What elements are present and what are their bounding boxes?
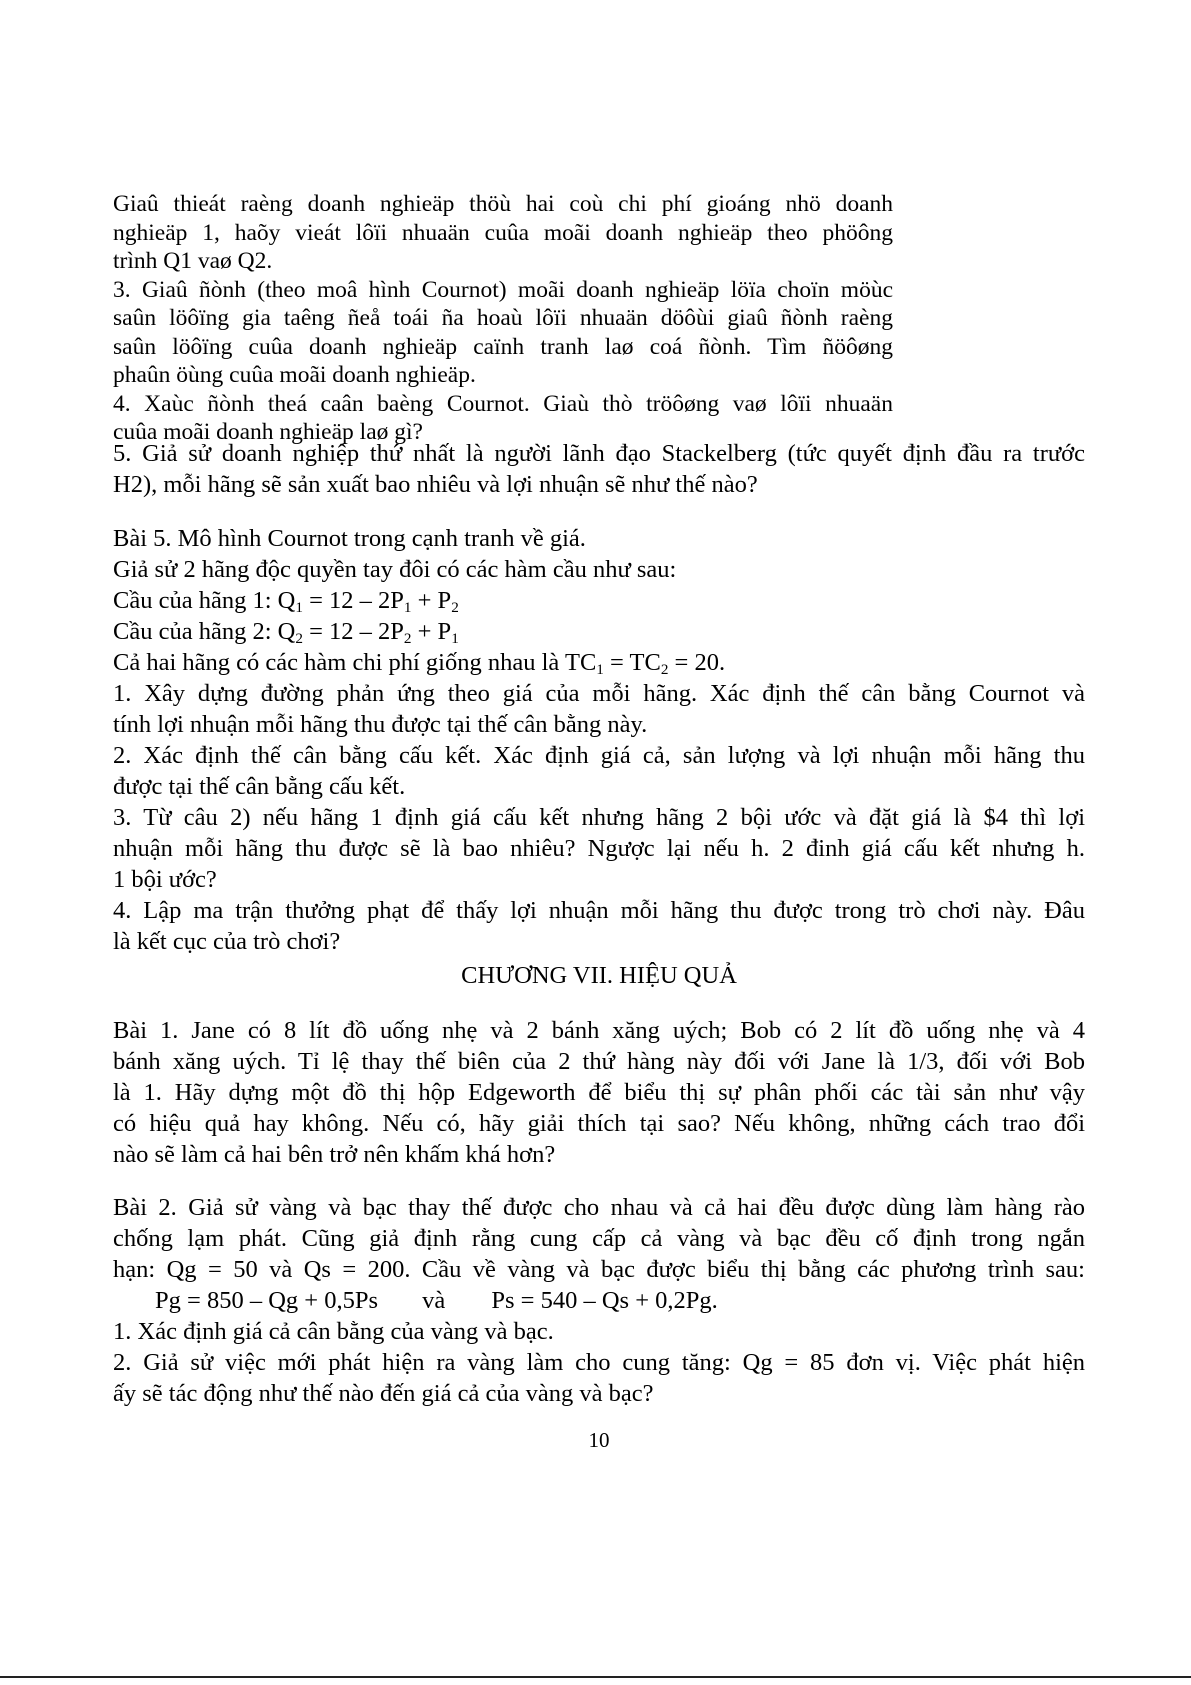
demand-equation-2: Cầu của hãng 2: $Q_2 = 12 - 2P_2 + P_1$ bbox=[113, 618, 459, 647]
text-line: 1. Xây dựng đường phản ứng theo giá của mỗi hãng. Xác định thế cân bằng Cournot và bbox=[113, 680, 1085, 707]
text-line: trình Q1 vaø Q2. bbox=[113, 248, 273, 274]
exercise-2 bbox=[113, 1192, 1085, 1409]
exercise-5 bbox=[113, 523, 1085, 957]
text-line: bánh xăng uých. Tỉ lệ thay thế biên của 2 thứ hàng này đối với Jane là 1/3, đối với Bob bbox=[113, 1048, 1085, 1075]
text-line: là 1. Hãy dựng một đồ thị hộp Edgeworth để biểu thị sự phân phối các tài sản như vậy bbox=[113, 1079, 1085, 1106]
text-line: nhuận mỗi hãng thu được sẽ là bao nhiêu? Ngược lại nếu h. 2 đinh giá cấu kết nhưng h. bbox=[113, 835, 1085, 862]
text-line: Giả sử 2 hãng độc quyền tay đôi có các hàm cầu như sau: bbox=[113, 556, 677, 583]
text-line: saûn löôïng cuûa doanh nghieäp caïnh tranh laø coá ñònh. Tìm ñöôøng bbox=[113, 333, 893, 360]
text-line: 1. Xác định giá cả cân bằng của vàng và bạc. bbox=[113, 1318, 554, 1345]
document-page bbox=[113, 0, 1085, 1685]
text-line: phaûn öùng cuûa moãi doanh nghieäp. bbox=[113, 362, 476, 388]
text-line: được tại thế cân bằng cấu kết. bbox=[113, 773, 406, 800]
text-line: 1 bội ước? bbox=[113, 866, 217, 893]
text-line: 4. Lập ma trận thưởng phạt để thấy lợi nhuận mỗi hãng thu được trong trò chơi này. Đâu bbox=[113, 897, 1085, 924]
chapter-title: CHƯƠNG VII. HIỆU QUẢ bbox=[461, 962, 737, 989]
cournot-questions-block bbox=[113, 190, 893, 447]
text-line: nào sẽ làm cả hai bên trở nên khấm khá hơn? bbox=[113, 1141, 556, 1168]
stackelberg-question bbox=[113, 438, 1085, 500]
text-line: nghieäp 1, haõy vieát lôïi nhuaän cuûa moãi doanh nghieäp theo phöông bbox=[113, 219, 893, 246]
text-line: saûn löôïng gia taêng ñeå toái ña hoaù lôïi nhuaän döôùi giaû ñònh raèng bbox=[113, 305, 893, 331]
text-line: tính lợi nhuận mỗi hãng thu được tại thế cân bằng này. bbox=[113, 711, 648, 738]
and-word: và bbox=[422, 1287, 446, 1314]
text-line: 4. Xaùc ñònh theá caân baèng Cournot. Giaù thò tröôøng vaø lôïi nhuaän bbox=[113, 390, 893, 417]
text-line: chống lạm phát. Cũng giả định rằng cung cấp cả vàng và bạc đều cố định trong ngắn bbox=[113, 1225, 1085, 1252]
text-line: 2. Xác định thế cân bằng cấu kết. Xác định giá cả, sản lượng và lợi nhuận mỗi hãng thu bbox=[113, 742, 1085, 769]
text-line: cuûa moãi doanh nghieäp laø gì? bbox=[113, 419, 423, 445]
text-line: Giaû thieát raèng doanh nghieäp thöù hai coù chi phí gioáng nhö doanh bbox=[113, 191, 893, 217]
exercise-1 bbox=[113, 1015, 1085, 1170]
cost-equation: Cả hai hãng có các hàm chi phí giống nhau là $TC_1 = TC_2 = 20$. bbox=[113, 649, 726, 678]
demand-equation-1: Cầu của hãng 1: $Q_1 = 12 - 2P_1 + P_2$ bbox=[113, 587, 459, 616]
text-line: là kết cục của trò chơi? bbox=[113, 928, 341, 955]
footer-rule bbox=[0, 1676, 1191, 1678]
text-line: 3. Từ câu 2) nếu hãng 1 định giá cấu kết nhưng hãng 2 bội ước và đặt giá là $4 thì lợi bbox=[113, 804, 1085, 831]
page-number: 10 bbox=[588, 1428, 610, 1452]
text-line: 3. Giaû ñònh (theo moâ hình Cournot) moãi doanh nghieäp löïa choïn möùc bbox=[113, 276, 893, 303]
text-line: Bài 1. Jane có 8 lít đồ uống nhẹ và 2 bánh xăng uých; Bob có 2 lít đồ uống nhẹ và 4 bbox=[113, 1017, 1085, 1044]
text-line: có hiệu quả hay không. Nếu có, hãy giải thích tại sao? Nếu không, những cách trao đổi bbox=[113, 1110, 1085, 1137]
text-line: 2. Giả sử việc mới phát hiện ra vàng làm cho cung tăng: Qg = 85 đơn vị. Việc phát hiện bbox=[113, 1349, 1085, 1376]
text-line: hạn: Qg = 50 và Qs = 200. Cầu về vàng và bạc được biểu thị bằng các phương trình sau: bbox=[113, 1256, 1085, 1283]
exercise-title: Bài 5. Mô hình Cournot trong cạnh tranh về giá. bbox=[113, 525, 586, 552]
demand-equations bbox=[113, 1285, 1085, 1316]
gold-equation: Pg = 850 – Qg + 0,5Ps bbox=[155, 1287, 378, 1314]
text-line: H2), mỗi hãng sẽ sản xuất bao nhiêu và lợi nhuận sẽ như thế nào? bbox=[113, 471, 758, 498]
silver-equation: Ps = 540 – Qs + 0,2Pg. bbox=[491, 1287, 718, 1314]
text-line: ấy sẽ tác động như thế nào đến giá cả của vàng và bạc? bbox=[113, 1380, 654, 1407]
text-line: 5. Giả sử doanh nghiệp thứ nhất là người lãnh đạo Stackelberg (tức quyết định đầu ra trước bbox=[113, 440, 1085, 467]
text-line: Bài 2. Giả sử vàng và bạc thay thế được cho nhau và cả hai đều được dùng làm hàng rào bbox=[113, 1194, 1085, 1221]
